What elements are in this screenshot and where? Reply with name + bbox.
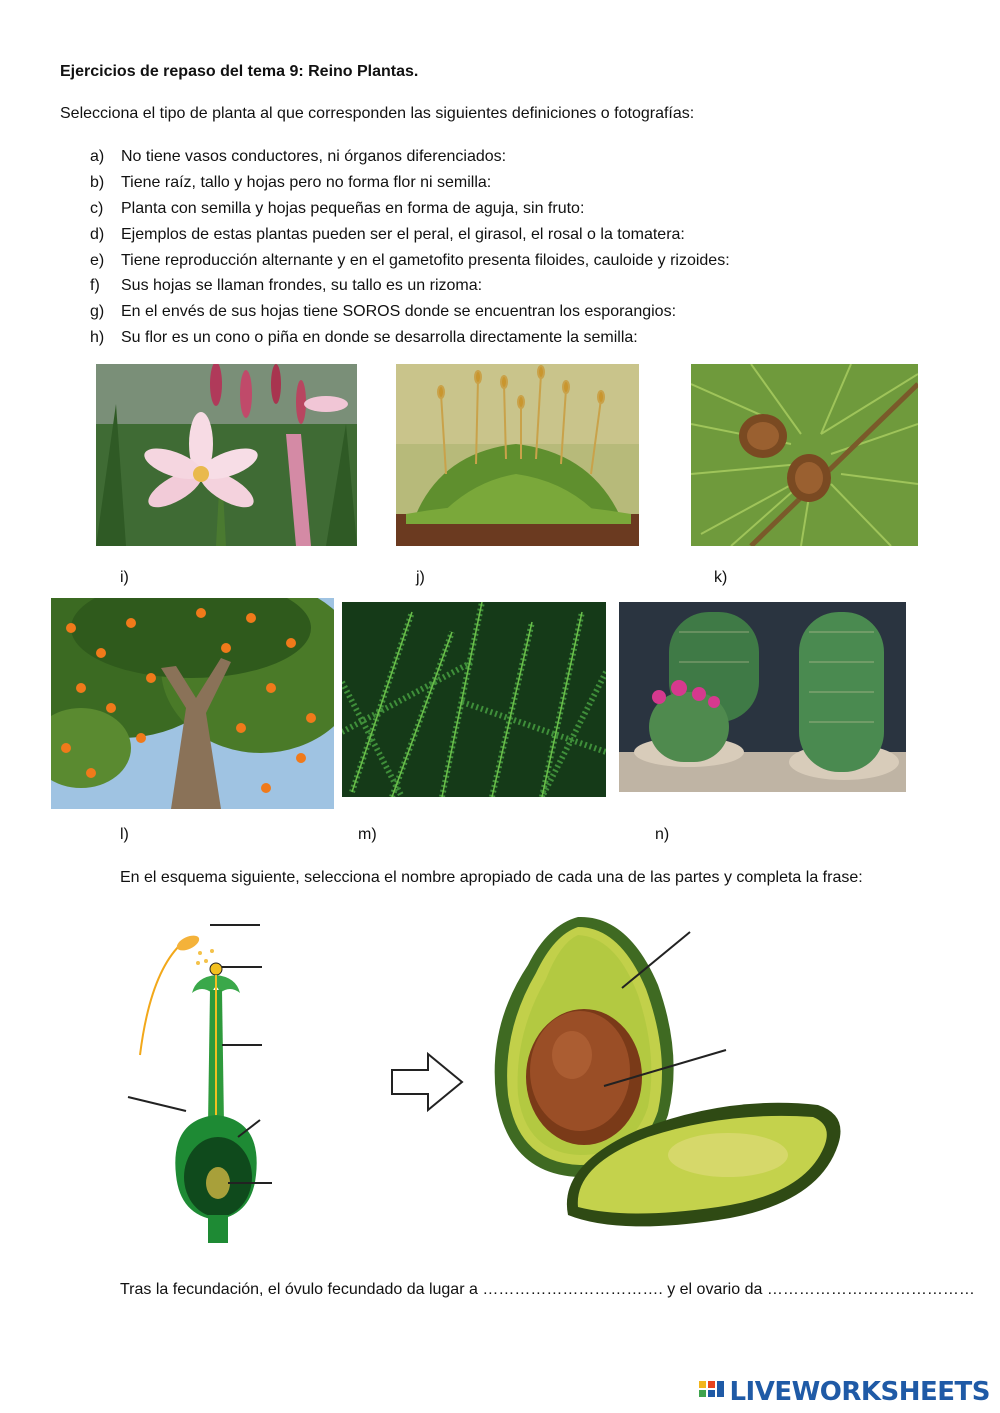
liveworksheets-logo: [699, 1377, 990, 1407]
pistil-diagram: [120, 915, 280, 1250]
photo-fern: [342, 602, 606, 797]
arrow-right-icon: [390, 1050, 465, 1114]
photo-cactus: [619, 602, 906, 792]
question-text: Sus hojas se llaman frondes, su tallo es un rizoma:: [121, 277, 483, 294]
photo-pine-cones: [691, 364, 918, 546]
question-text: Tiene reproducción alternante y en el gametofito presenta filoides, cauloide y rizoides:: [121, 252, 730, 269]
question-item: [90, 251, 730, 271]
diagram-instruction: En el esquema siguiente, selecciona el nombre apropiado de cada una de las partes y completa la frase:: [120, 869, 863, 886]
photo-label-m: m): [358, 826, 377, 843]
question-item: [90, 147, 506, 167]
question-letter: g): [90, 303, 105, 320]
question-text: En el envés de sus hojas tiene SOROS donde se encuentran los esporangios:: [121, 303, 677, 320]
question-item: [90, 173, 491, 193]
photo-label-k: k): [714, 569, 728, 586]
question-letter: h): [90, 329, 105, 346]
completion-sentence: Tras la fecundación, el óvulo fecundado da lugar a ……………………………. y el ovario da …………………………………: [120, 1281, 975, 1298]
question-letter: d): [90, 226, 105, 243]
logo-text: LIVEWORKSHEETS: [729, 1377, 990, 1407]
photo-label-i: i): [120, 569, 129, 586]
photo-moss: [396, 364, 639, 546]
question-text: No tiene vasos conductores, ni órganos diferenciados:: [121, 148, 507, 165]
question-item: [90, 225, 685, 245]
avocado-image: [488, 915, 848, 1245]
question-text: Su flor es un cono o piña en donde se desarrolla directamente la semilla:: [121, 329, 638, 346]
question-text: Planta con semilla y hojas pequeñas en forma de aguja, sin fruto:: [121, 200, 585, 217]
question-item: [90, 276, 482, 296]
photo-label-n: n): [655, 826, 670, 843]
question-letter: e): [90, 252, 105, 269]
photo-label-j: j): [416, 569, 425, 586]
photo-orange-tree: [51, 598, 334, 809]
logo-icon: [699, 1381, 725, 1403]
worksheet-title: Ejercicios de repaso del tema 9: Reino Plantas.: [60, 63, 419, 80]
instruction-text: Selecciona el tipo de planta al que corresponden las siguientes definiciones o fotografías:: [60, 105, 695, 122]
question-letter: c): [90, 200, 104, 217]
question-item: [90, 302, 676, 322]
question-text: Tiene raíz, tallo y hojas pero no forma flor ni semilla:: [121, 174, 492, 191]
question-letter: a): [90, 148, 105, 165]
photo-flowering-plant: [96, 364, 357, 546]
question-letter: b): [90, 174, 105, 191]
photo-label-l: l): [120, 826, 129, 843]
question-text: Ejemplos de estas plantas pueden ser el peral, el girasol, el rosal o la tomatera:: [121, 226, 685, 243]
question-item: [90, 328, 638, 348]
question-letter: f): [90, 277, 100, 294]
question-item: [90, 199, 584, 219]
